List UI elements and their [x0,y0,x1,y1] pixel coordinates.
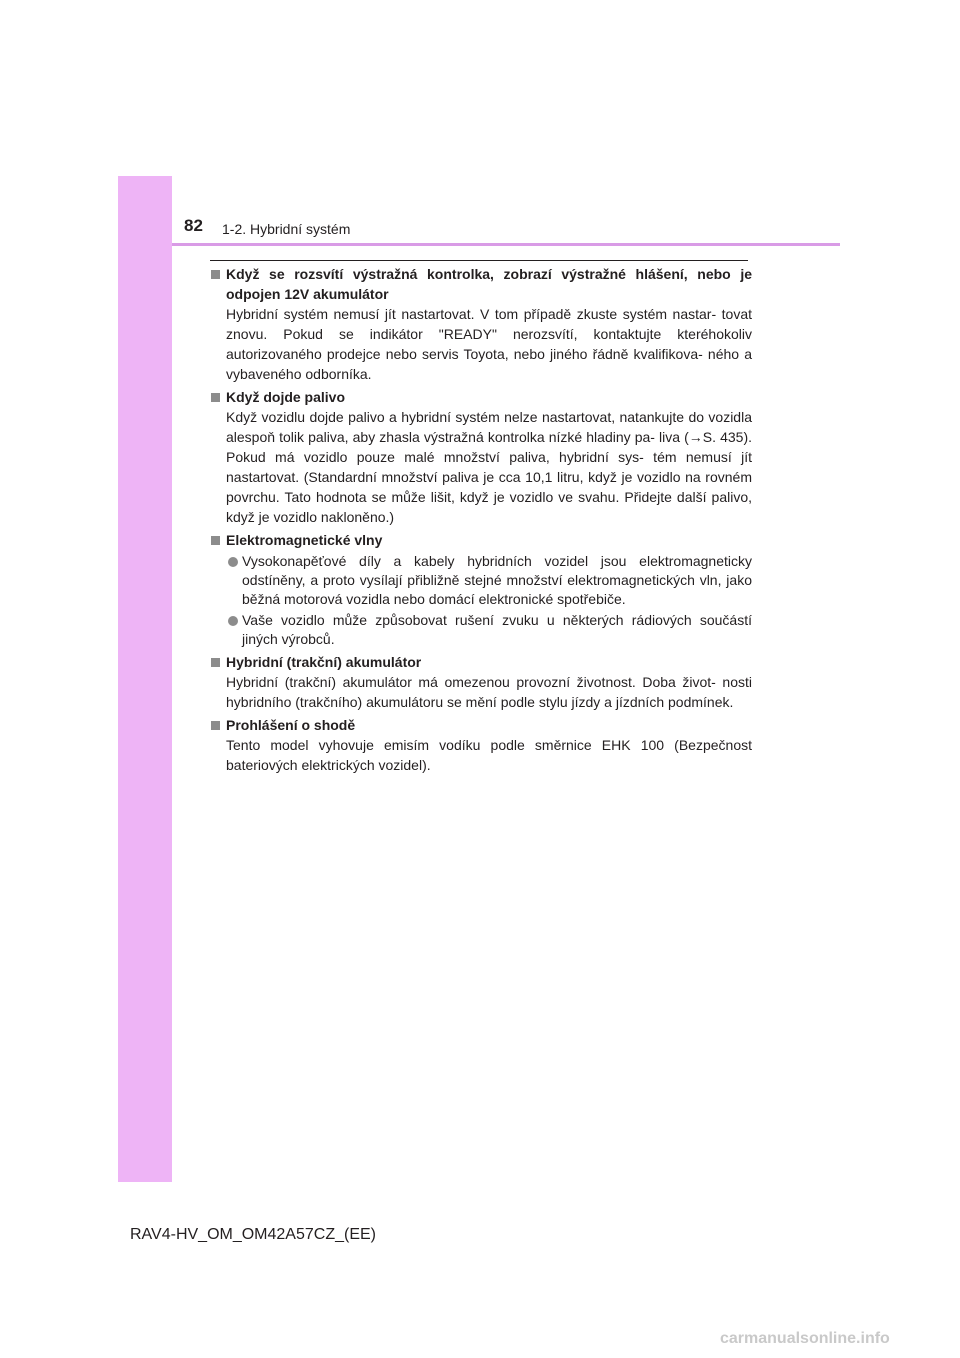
circle-bullet-icon [228,616,238,626]
content-divider [210,260,748,261]
document-code: RAV4-HV_OM_OM42A57CZ_(EE) [130,1226,376,1243]
section-heading: Prohlášení o shodě [226,717,356,733]
section-out-of-fuel [210,387,752,527]
circle-bullet-icon [228,557,238,567]
list-item-text: Vysokonapěťové díly a kabely hybridních vozidel jsou elektromagneticky odstíněny, a proto vysílají přibližně stejné množství elektromagnetických vln, jako běžná motorová vozidla nebo domácí elektronické spotřebiče. [242,553,752,607]
square-bullet-icon [211,393,220,402]
section-title: 1-2. Hybridní systém [222,221,351,237]
section-heading: Když dojde palivo [226,389,346,405]
watermark: carmanualsonline.info [720,1330,890,1347]
header-divider [172,243,840,246]
section-body: Když vozidlu dojde palivo a hybridní systém nelze nastartovat, natankujte do vozidla alespoň tolik paliva, aby zhasla výstražná kontrolka nízké hladiny pa- liva (→S. 435). Pokud má vozidlo pouze malé množství paliva, hybridní sys- tém nemusí jít nastartovat. (Standardní množství paliva je cca 10,1 litru, když je vozidlo na rovném povrchu. Tato hodnota se může lišit, když je vozidlo ve svahu. Přidejte další palivo, když je vozidlo nakloněno.) [226,409,752,525]
page-number: 82 [184,216,203,235]
section-heading: Když se rozsvítí výstražná kontrolka, zobrazí výstražné hlášení, nebo je odpojen 12V akumulátor [226,266,752,302]
section-heading: Elektromagnetické vlny [226,532,383,548]
chapter-sidebar-tab [118,176,172,1182]
section-declaration-of-conformity [210,715,752,775]
section-warning-light [210,264,752,384]
section-body: Hybridní (trakční) akumulátor má omezenou provozní životnost. Doba život- nosti hybridního (trakčního) akumulátoru se mění podle stylu jízdy a jízdních podmínek. [226,674,752,710]
list-item [226,552,752,609]
square-bullet-icon [211,536,220,545]
square-bullet-icon [211,270,220,279]
section-heading: Hybridní (trakční) akumulátor [226,654,422,670]
list-item-text: Vaše vozidlo může způsobovat rušení zvuku u některých rádiových součástí jiných výrobců. [242,612,752,647]
content-area [210,264,752,778]
list-item [226,611,752,649]
section-body: Tento model vyhovuje emisím vodíku podle směrnice EHK 100 (Bezpečnost bateriových elektrických vozidel). [226,737,752,773]
section-electromagnetic-waves [210,530,752,649]
section-body: Hybridní systém nemusí jít nastartovat. V tom případě zkuste systém nastar- tovat znovu. Pokud se indikátor "READY" nerozsvítí, kontaktujte kteréhokoliv autorizovaného prodejce nebo servis Toyota, nebo jiného řádně kvalifikova- ného a vybaveného odborníka. [226,306,752,382]
square-bullet-icon [211,658,220,667]
section-traction-battery [210,652,752,712]
square-bullet-icon [211,721,220,730]
